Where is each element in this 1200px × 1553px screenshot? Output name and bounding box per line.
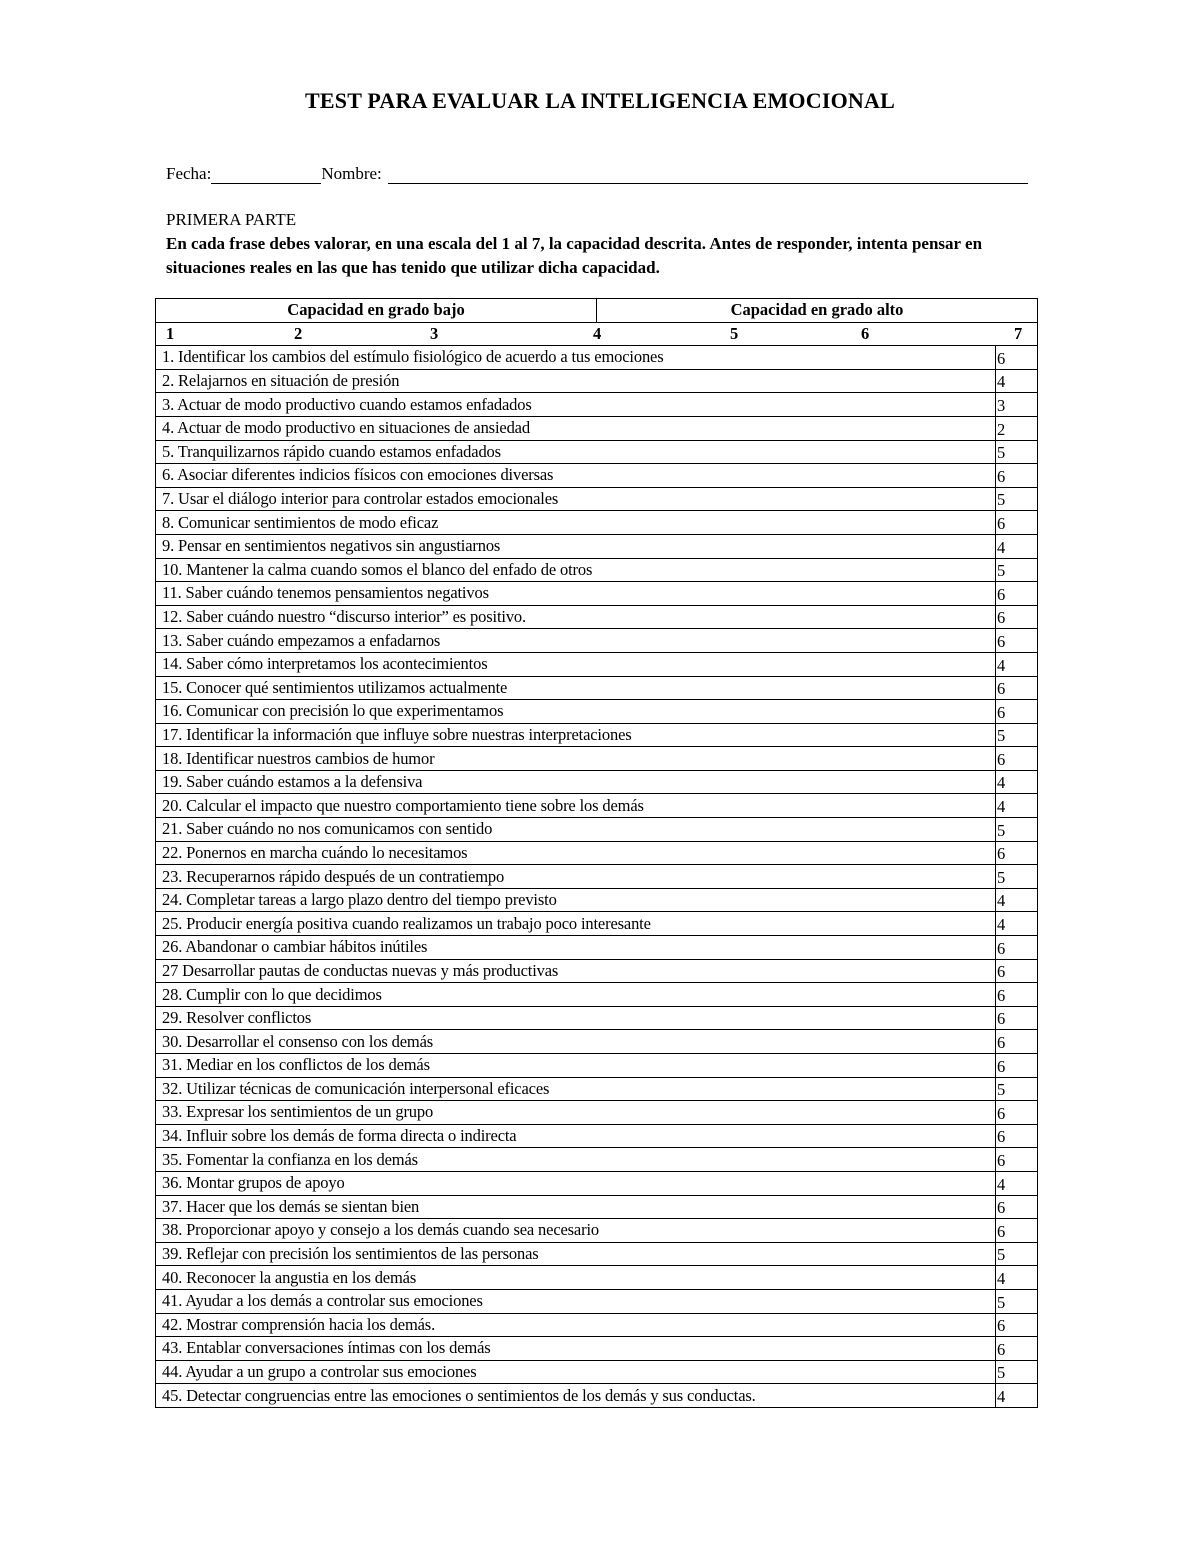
item-score[interactable]: 6 xyxy=(996,1313,1038,1337)
item-text: 35. Fomentar la confianza en los demás xyxy=(156,1148,996,1172)
table-row xyxy=(156,912,1038,936)
table-row xyxy=(156,1337,1038,1361)
item-text: 9. Pensar en sentimientos negativos sin angustiarnos xyxy=(156,534,996,558)
item-text: 5. Tranquilizarnos rápido cuando estamos enfadados xyxy=(156,440,996,464)
item-score[interactable]: 6 xyxy=(996,511,1038,535)
scale-number-2: 2 xyxy=(294,323,303,343)
table-row xyxy=(156,464,1038,488)
table-row xyxy=(156,818,1038,842)
item-text: 28. Cumplir con lo que decidimos xyxy=(156,983,996,1007)
item-score[interactable]: 2 xyxy=(996,416,1038,440)
table-row xyxy=(156,959,1038,983)
table-row xyxy=(156,487,1038,511)
item-score[interactable]: 5 xyxy=(996,1289,1038,1313)
item-text: 18. Identificar nuestros cambios de humor xyxy=(156,747,996,771)
item-text: 40. Reconocer la angustia en los demás xyxy=(156,1266,996,1290)
table-row xyxy=(156,1124,1038,1148)
table-row xyxy=(156,558,1038,582)
item-score[interactable]: 4 xyxy=(996,1171,1038,1195)
table-row xyxy=(156,723,1038,747)
item-text: 38. Proporcionar apoyo y consejo a los demás cuando sea necesario xyxy=(156,1219,996,1243)
item-text: 29. Resolver conflictos xyxy=(156,1006,996,1030)
item-score[interactable]: 5 xyxy=(996,487,1038,511)
item-text: 1. Identificar los cambios del estímulo fisiológico de acuerdo a tus emociones xyxy=(156,346,996,370)
scale-cell xyxy=(156,322,1038,346)
table-row xyxy=(156,936,1038,960)
table-row xyxy=(156,605,1038,629)
item-score[interactable]: 4 xyxy=(996,1266,1038,1290)
item-text: 2. Relajarnos en situación de presión xyxy=(156,369,996,393)
item-text: 14. Saber cómo interpretamos los acontecimientos xyxy=(156,652,996,676)
item-text: 32. Utilizar técnicas de comunicación interpersonal eficaces xyxy=(156,1077,996,1101)
fecha-label: Fecha: xyxy=(166,164,212,183)
table-row xyxy=(156,1384,1038,1408)
table-row xyxy=(156,1030,1038,1054)
header-row xyxy=(156,299,1038,323)
table-row xyxy=(156,346,1038,370)
item-score[interactable]: 6 xyxy=(996,605,1038,629)
scale-numbers xyxy=(156,323,1037,345)
table-row xyxy=(156,1054,1038,1078)
item-text: 33. Expresar los sentimientos de un grupo xyxy=(156,1101,996,1125)
item-score[interactable]: 4 xyxy=(996,1384,1038,1408)
table-row xyxy=(156,440,1038,464)
item-text: 23. Recuperarnos rápido después de un contratiempo xyxy=(156,865,996,889)
item-score[interactable]: 6 xyxy=(996,936,1038,960)
item-score[interactable]: 6 xyxy=(996,1006,1038,1030)
item-score[interactable]: 5 xyxy=(996,818,1038,842)
table-row xyxy=(156,1360,1038,1384)
scale-number-7: 7 xyxy=(1014,323,1023,343)
item-score[interactable]: 4 xyxy=(996,888,1038,912)
item-text: 15. Conocer qué sentimientos utilizamos actualmente xyxy=(156,676,996,700)
page-title: TEST PARA EVALUAR LA INTELIGENCIA EMOCIONAL xyxy=(305,88,895,113)
table-row xyxy=(156,841,1038,865)
fecha-field[interactable] xyxy=(211,165,321,184)
item-text: 10. Mantener la calma cuando somos el blanco del enfado de otros xyxy=(156,558,996,582)
item-text: 41. Ayudar a los demás a controlar sus emociones xyxy=(156,1289,996,1313)
scale-row xyxy=(156,322,1038,346)
item-text: 13. Saber cuándo empezamos a enfadarnos xyxy=(156,629,996,653)
item-score[interactable]: 6 xyxy=(996,464,1038,488)
item-text: 12. Saber cuándo nuestro “discurso interior” es positivo. xyxy=(156,605,996,629)
item-score[interactable]: 6 xyxy=(996,346,1038,370)
item-score[interactable]: 6 xyxy=(996,1124,1038,1148)
nombre-field[interactable] xyxy=(388,165,1028,184)
table-row xyxy=(156,794,1038,818)
item-text: 7. Usar el diálogo interior para controlar estados emocionales xyxy=(156,487,996,511)
part-heading: PRIMERA PARTE xyxy=(166,210,297,229)
table-row xyxy=(156,1313,1038,1337)
item-text: 17. Identificar la información que influye sobre nuestras interpretaciones xyxy=(156,723,996,747)
item-text: 45. Detectar congruencias entre las emociones o sentimientos de los demás y sus conductas. xyxy=(156,1384,996,1408)
rating-table xyxy=(155,298,1038,1408)
item-score[interactable]: 6 xyxy=(996,1219,1038,1243)
item-score[interactable]: 4 xyxy=(996,794,1038,818)
item-text: 19. Saber cuándo estamos a la defensiva xyxy=(156,770,996,794)
item-score[interactable]: 5 xyxy=(996,865,1038,889)
item-score[interactable]: 6 xyxy=(996,747,1038,771)
item-score[interactable]: 6 xyxy=(996,676,1038,700)
item-score[interactable]: 6 xyxy=(996,629,1038,653)
table-row xyxy=(156,1242,1038,1266)
item-text: 11. Saber cuándo tenemos pensamientos negativos xyxy=(156,582,996,606)
item-score[interactable]: 6 xyxy=(996,1054,1038,1078)
table-row xyxy=(156,1077,1038,1101)
item-text: 31. Mediar en los conflictos de los demás xyxy=(156,1054,996,1078)
item-score[interactable]: 5 xyxy=(996,440,1038,464)
table-row xyxy=(156,1219,1038,1243)
item-score[interactable]: 6 xyxy=(996,700,1038,724)
table-row xyxy=(156,700,1038,724)
scale-number-4: 4 xyxy=(593,323,602,343)
table-row xyxy=(156,369,1038,393)
item-score[interactable]: 4 xyxy=(996,534,1038,558)
item-score[interactable]: 6 xyxy=(996,1195,1038,1219)
item-text: 27 Desarrollar pautas de conductas nuevas y más productivas xyxy=(156,959,996,983)
item-text: 22. Ponernos en marcha cuándo lo necesitamos xyxy=(156,841,996,865)
table-row xyxy=(156,1171,1038,1195)
part-block xyxy=(166,208,1036,280)
item-score[interactable]: 4 xyxy=(996,912,1038,936)
item-text: 8. Comunicar sentimientos de modo eficaz xyxy=(156,511,996,535)
table-row xyxy=(156,1101,1038,1125)
table-row xyxy=(156,888,1038,912)
item-score[interactable]: 5 xyxy=(996,1242,1038,1266)
item-text: 25. Producir energía positiva cuando realizamos un trabajo poco interesante xyxy=(156,912,996,936)
table-row xyxy=(156,393,1038,417)
item-text: 3. Actuar de modo productivo cuando estamos enfadados xyxy=(156,393,996,417)
item-text: 4. Actuar de modo productivo en situaciones de ansiedad xyxy=(156,416,996,440)
item-score[interactable]: 6 xyxy=(996,983,1038,1007)
item-score[interactable]: 4 xyxy=(996,369,1038,393)
table-row xyxy=(156,770,1038,794)
item-text: 20. Calcular el impacto que nuestro comportamiento tiene sobre los demás xyxy=(156,794,996,818)
name-date-line xyxy=(166,164,1028,184)
header-high: Capacidad en grado alto xyxy=(597,299,1038,323)
item-text: 21. Saber cuándo no nos comunicamos con sentido xyxy=(156,818,996,842)
scale-number-1: 1 xyxy=(166,323,175,343)
item-score[interactable]: 5 xyxy=(996,1077,1038,1101)
table-row xyxy=(156,652,1038,676)
item-score[interactable]: 4 xyxy=(996,652,1038,676)
table-row xyxy=(156,983,1038,1007)
nombre-label: Nombre: xyxy=(321,164,382,183)
item-score[interactable]: 6 xyxy=(996,1101,1038,1125)
item-score[interactable]: 6 xyxy=(996,1337,1038,1361)
item-score[interactable]: 6 xyxy=(996,841,1038,865)
table-row xyxy=(156,865,1038,889)
item-score[interactable]: 5 xyxy=(996,723,1038,747)
item-score[interactable]: 5 xyxy=(996,558,1038,582)
item-text: 37. Hacer que los demás se sientan bien xyxy=(156,1195,996,1219)
item-text: 44. Ayudar a un grupo a controlar sus emociones xyxy=(156,1360,996,1384)
table-row xyxy=(156,416,1038,440)
item-score[interactable]: 5 xyxy=(996,1360,1038,1384)
table-row xyxy=(156,511,1038,535)
table-row xyxy=(156,1289,1038,1313)
scale-number-5: 5 xyxy=(730,323,739,343)
item-score[interactable]: 4 xyxy=(996,770,1038,794)
item-score[interactable]: 6 xyxy=(996,1030,1038,1054)
table-row xyxy=(156,1195,1038,1219)
header-low: Capacidad en grado bajo xyxy=(156,299,597,323)
item-text: 34. Influir sobre los demás de forma directa o indirecta xyxy=(156,1124,996,1148)
table-row xyxy=(156,747,1038,771)
table-row xyxy=(156,629,1038,653)
table-row xyxy=(156,1266,1038,1290)
item-text: 43. Entablar conversaciones íntimas con los demás xyxy=(156,1337,996,1361)
item-text: 24. Completar tareas a largo plazo dentro del tiempo previsto xyxy=(156,888,996,912)
item-text: 36. Montar grupos de apoyo xyxy=(156,1171,996,1195)
table-row xyxy=(156,676,1038,700)
table-row xyxy=(156,582,1038,606)
item-score[interactable]: 6 xyxy=(996,582,1038,606)
item-score[interactable]: 6 xyxy=(996,959,1038,983)
item-text: 39. Reflejar con precisión los sentimientos de las personas xyxy=(156,1242,996,1266)
item-text: 30. Desarrollar el consenso con los demás xyxy=(156,1030,996,1054)
table-row xyxy=(156,1006,1038,1030)
item-score[interactable]: 6 xyxy=(996,1148,1038,1172)
part-instructions: En cada frase debes valorar, en una escala del 1 al 7, la capacidad descrita. Antes de responder, intenta pensar en situaciones reales en las que has tenido que utilizar dicha capacidad. xyxy=(166,234,983,277)
item-text: 16. Comunicar con precisión lo que experimentamos xyxy=(156,700,996,724)
table-row xyxy=(156,534,1038,558)
item-text: 6. Asociar diferentes indicios físicos con emociones diversas xyxy=(156,464,996,488)
item-text: 26. Abandonar o cambiar hábitos inútiles xyxy=(156,936,996,960)
item-score[interactable]: 3 xyxy=(996,393,1038,417)
scale-number-6: 6 xyxy=(861,323,870,343)
item-text: 42. Mostrar comprensión hacia los demás. xyxy=(156,1313,996,1337)
table-row xyxy=(156,1148,1038,1172)
scale-number-3: 3 xyxy=(430,323,439,343)
